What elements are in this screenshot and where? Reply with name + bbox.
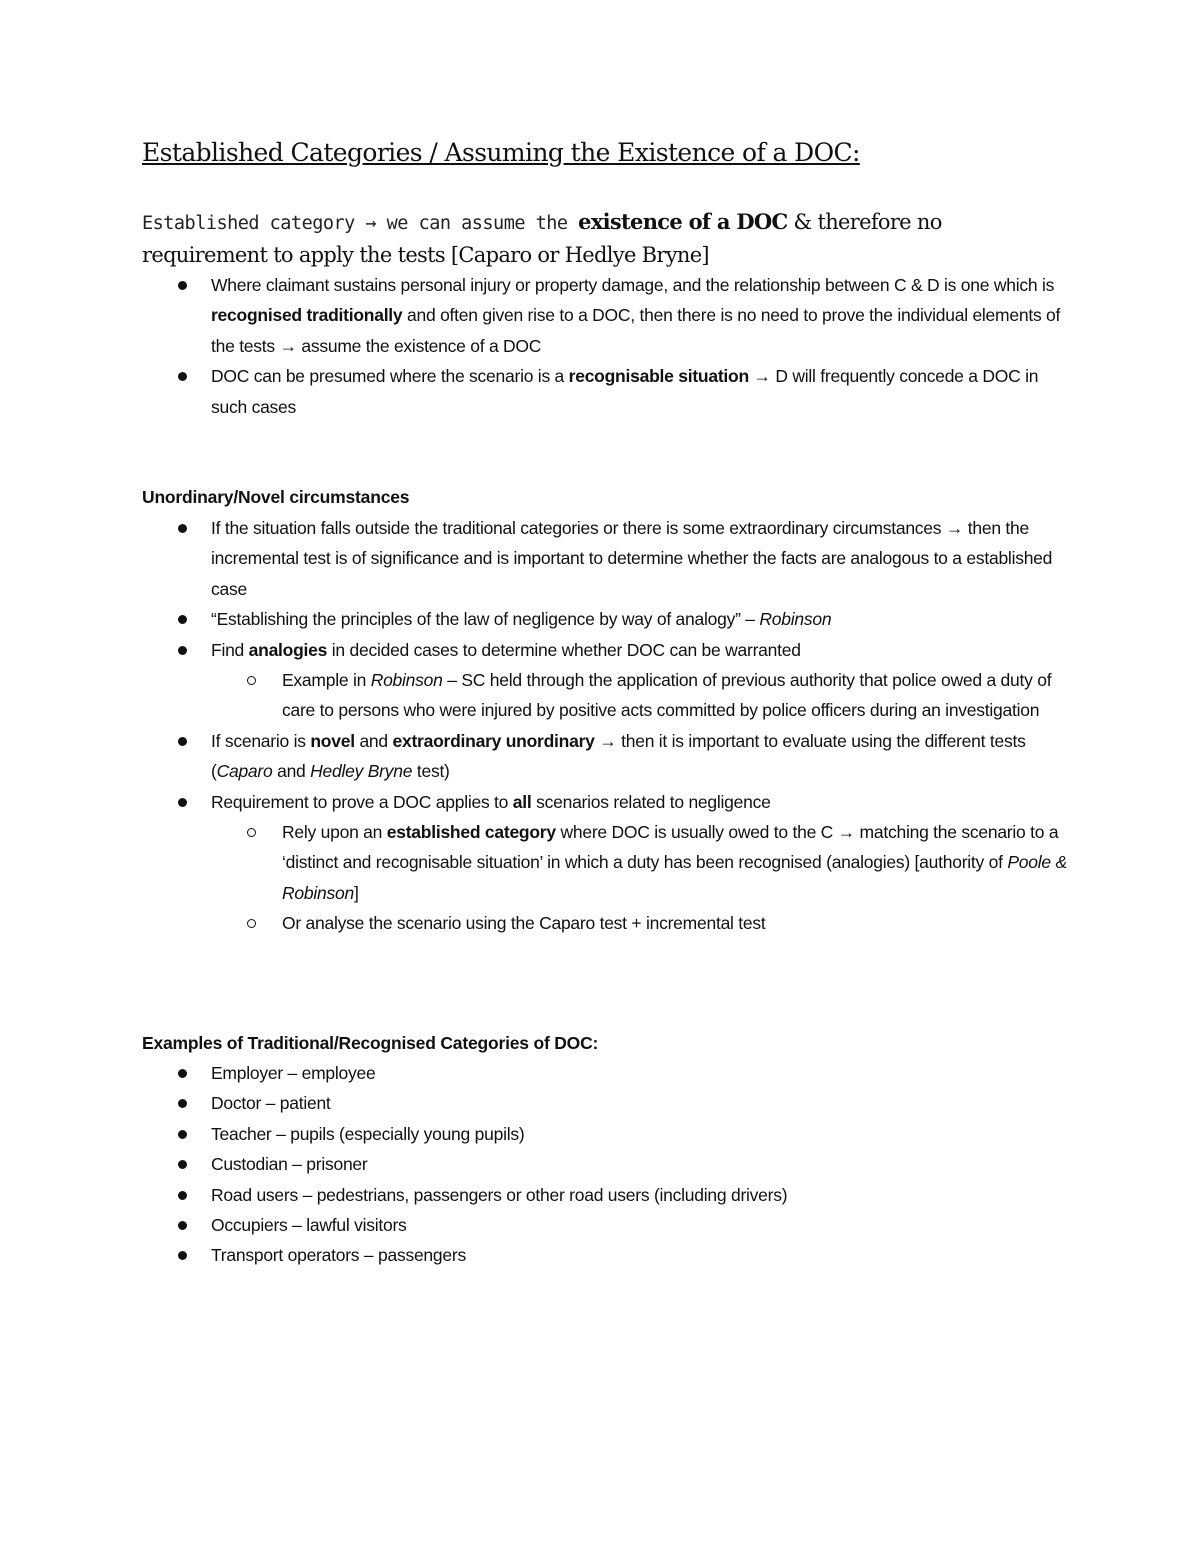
list-item: Find analogies in decided cases to determine whether DOC can be warranted Example in Robinson – SC held through the application of previous authority that police owed a duty of care to persons who were injured by positive acts committed by police officers during an investigation [142,635,1072,726]
list-item: Road users – pedestrians, passengers or other road users (including drivers) [142,1180,1072,1210]
list-item: Requirement to prove a DOC applies to all scenarios related to negligence Rely upon an established category where DOC is usually owed to the C → matching the scenario to a ‘distinct and recognisable situation’ in which a duty has been recognised (analogies) [authority of Poole & Robinson] Or analyse the scenario using the Caparo test + incremental test [142,787,1072,939]
novel-sub-list [211,665,1072,726]
examples-heading: Examples of Traditional/Recognised Categories of DOC: [142,1033,599,1053]
sub-list-item: Example in Robinson – SC held through the application of previous authority that police owed a duty of care to persons who were injured by positive acts committed by police officers during an investigation [211,665,1072,726]
list-item: DOC can be presumed where the scenario is a recognisable situation → D will frequently concede a DOC in such cases [142,361,1072,422]
list-item: If the situation falls outside the traditional categories or there is some extraordinary circumstances → then the incremental test is of significance and is important to determine whether the facts are analogous to a established case [142,513,1072,604]
intro-mono-text: Established category → we can assume the [142,213,579,234]
list-item: If scenario is novel and extraordinary unordinary → then it is important to evaluate using the different tests (Caparo and Hedley Bryne test) [142,726,1072,787]
list-item: Employer – employee [142,1058,1072,1088]
list-item: Custodian – prisoner [142,1149,1072,1179]
page-title: Established Categories / Assuming the Existence of a DOC: [142,138,860,167]
list-item: Transport operators – passengers [142,1240,1072,1270]
novel-heading: Unordinary/Novel circumstances [142,487,410,507]
examples-bullet-list [142,1058,1072,1271]
established-bullet-list [142,270,1072,422]
list-item: Occupiers – lawful visitors [142,1210,1072,1240]
requirement-sub-list [211,817,1072,939]
list-item: “Establishing the principles of the law of negligence by way of analogy” – Robinson [142,604,1072,634]
list-item: Teacher – pupils (especially young pupils) [142,1119,1072,1149]
sub-list-item: Or analyse the scenario using the Caparo test + incremental test [211,908,1072,938]
intro-paragraph [142,206,1062,271]
intro-rest-text: & therefore no requirement to apply the tests [Caparo or Hedlye Bryne] [142,210,942,267]
novel-bullet-list [142,513,1072,939]
list-item: Where claimant sustains personal injury or property damage, and the relationship between C & D is one which is recognised traditionally and often given rise to a DOC, then there is no need to prove the individual elements of the tests → assume the existence of a DOC [142,270,1072,361]
sub-list-item: Rely upon an established category where DOC is usually owed to the C → matching the scenario to a ‘distinct and recognisable situation’ in which a duty has been recognised (analogies) [authority of Poole & Robinson] [211,817,1072,908]
list-item: Doctor – patient [142,1088,1072,1118]
intro-bold-text: existence of a DOC [578,209,788,234]
